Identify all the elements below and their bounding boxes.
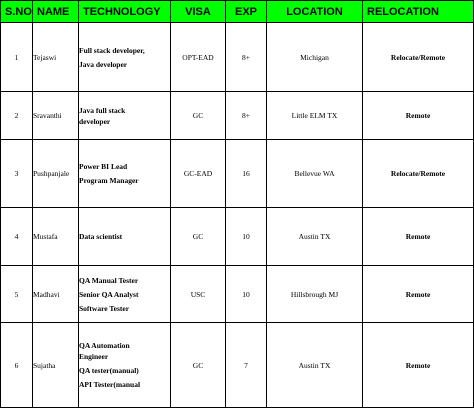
technology-line: Program Manager bbox=[79, 176, 139, 185]
cell-exp: 8+ bbox=[226, 23, 267, 92]
cell-exp: 10 bbox=[226, 266, 267, 323]
cell-visa: GC bbox=[171, 208, 226, 266]
cell-sno: 5 bbox=[1, 266, 33, 323]
column-header-visa: VISA bbox=[171, 1, 226, 23]
technology-line: QA Manual Tester bbox=[79, 275, 139, 285]
technology-line: Power BI Lead bbox=[79, 162, 128, 171]
cell-name: Mustafa bbox=[33, 208, 79, 266]
cell-name: Madhavi bbox=[33, 266, 79, 323]
cell-technology bbox=[79, 266, 171, 323]
cell-name: Tejaswi bbox=[33, 23, 79, 92]
technology-line: Senior QA Analyst bbox=[79, 289, 139, 299]
column-header-name: NAME bbox=[33, 1, 79, 23]
cell-exp: 10 bbox=[226, 208, 267, 266]
cell-visa: GC-EAD bbox=[171, 140, 226, 208]
cell-sno: 4 bbox=[1, 208, 33, 266]
cell-location: Hillsbrough MJ bbox=[267, 266, 363, 323]
cell-sno: 6 bbox=[1, 323, 33, 408]
cell-location: Bellevue WA bbox=[267, 140, 363, 208]
cell-sno: 2 bbox=[1, 92, 33, 140]
cell-location: Little ELM TX bbox=[267, 92, 363, 140]
table-row bbox=[1, 208, 474, 266]
technology-line: API Tester(manual bbox=[79, 380, 141, 389]
technology-line: Java full stack bbox=[79, 105, 126, 115]
technology-line: Software Tester bbox=[79, 303, 130, 313]
cell-visa: GC bbox=[171, 323, 226, 408]
cell-relocation: Relocate/Remote bbox=[363, 140, 474, 208]
table-header-row bbox=[1, 1, 474, 23]
cell-technology bbox=[79, 140, 171, 208]
cell-exp: 16 bbox=[226, 140, 267, 208]
cell-location: Austin TX bbox=[267, 208, 363, 266]
cell-relocation: Remote bbox=[363, 92, 474, 140]
cell-exp: 7 bbox=[226, 323, 267, 408]
cell-name: Sravanthi bbox=[33, 92, 79, 140]
cell-sno: 3 bbox=[1, 140, 33, 208]
table-row bbox=[1, 140, 474, 208]
table-row bbox=[1, 23, 474, 92]
technology-line: Engineer bbox=[79, 352, 109, 361]
cell-location: Michigan bbox=[267, 23, 363, 92]
column-header-sno: S.NO bbox=[1, 1, 33, 23]
cell-technology bbox=[79, 323, 171, 408]
cell-visa: GC bbox=[171, 92, 226, 140]
technology-line: developer bbox=[79, 116, 111, 126]
cell-name: Sujatha bbox=[33, 323, 79, 408]
cell-sno: 1 bbox=[1, 23, 33, 92]
table-row bbox=[1, 323, 474, 408]
cell-location: Austin TX bbox=[267, 323, 363, 408]
cell-exp: 8+ bbox=[226, 92, 267, 140]
technology-line: Data scientist bbox=[79, 232, 123, 241]
cell-relocation: Remote bbox=[363, 266, 474, 323]
cell-name: Pushpanjale bbox=[33, 140, 79, 208]
cell-technology bbox=[79, 23, 171, 92]
column-header-exp: EXP bbox=[226, 1, 267, 23]
technology-line: QA tester(manual) bbox=[79, 366, 139, 375]
column-header-technology: TECHNOLOGY bbox=[79, 1, 171, 23]
technology-line: QA Automation bbox=[79, 341, 130, 350]
cell-relocation: Relocate/Remote bbox=[363, 23, 474, 92]
cell-relocation: Remote bbox=[363, 323, 474, 408]
table-row bbox=[1, 266, 474, 323]
cell-visa: OPT-EAD bbox=[171, 23, 226, 92]
cell-technology bbox=[79, 92, 171, 140]
technology-line: Java developer bbox=[79, 59, 128, 69]
cell-technology bbox=[79, 208, 171, 266]
column-header-location: LOCATION bbox=[267, 1, 363, 23]
technology-line: Full stack developer, bbox=[79, 45, 145, 55]
cell-visa: USC bbox=[171, 266, 226, 323]
table-row bbox=[1, 92, 474, 140]
cell-relocation: Remote bbox=[363, 208, 474, 266]
column-header-relocation: RELOCATION bbox=[363, 1, 474, 23]
